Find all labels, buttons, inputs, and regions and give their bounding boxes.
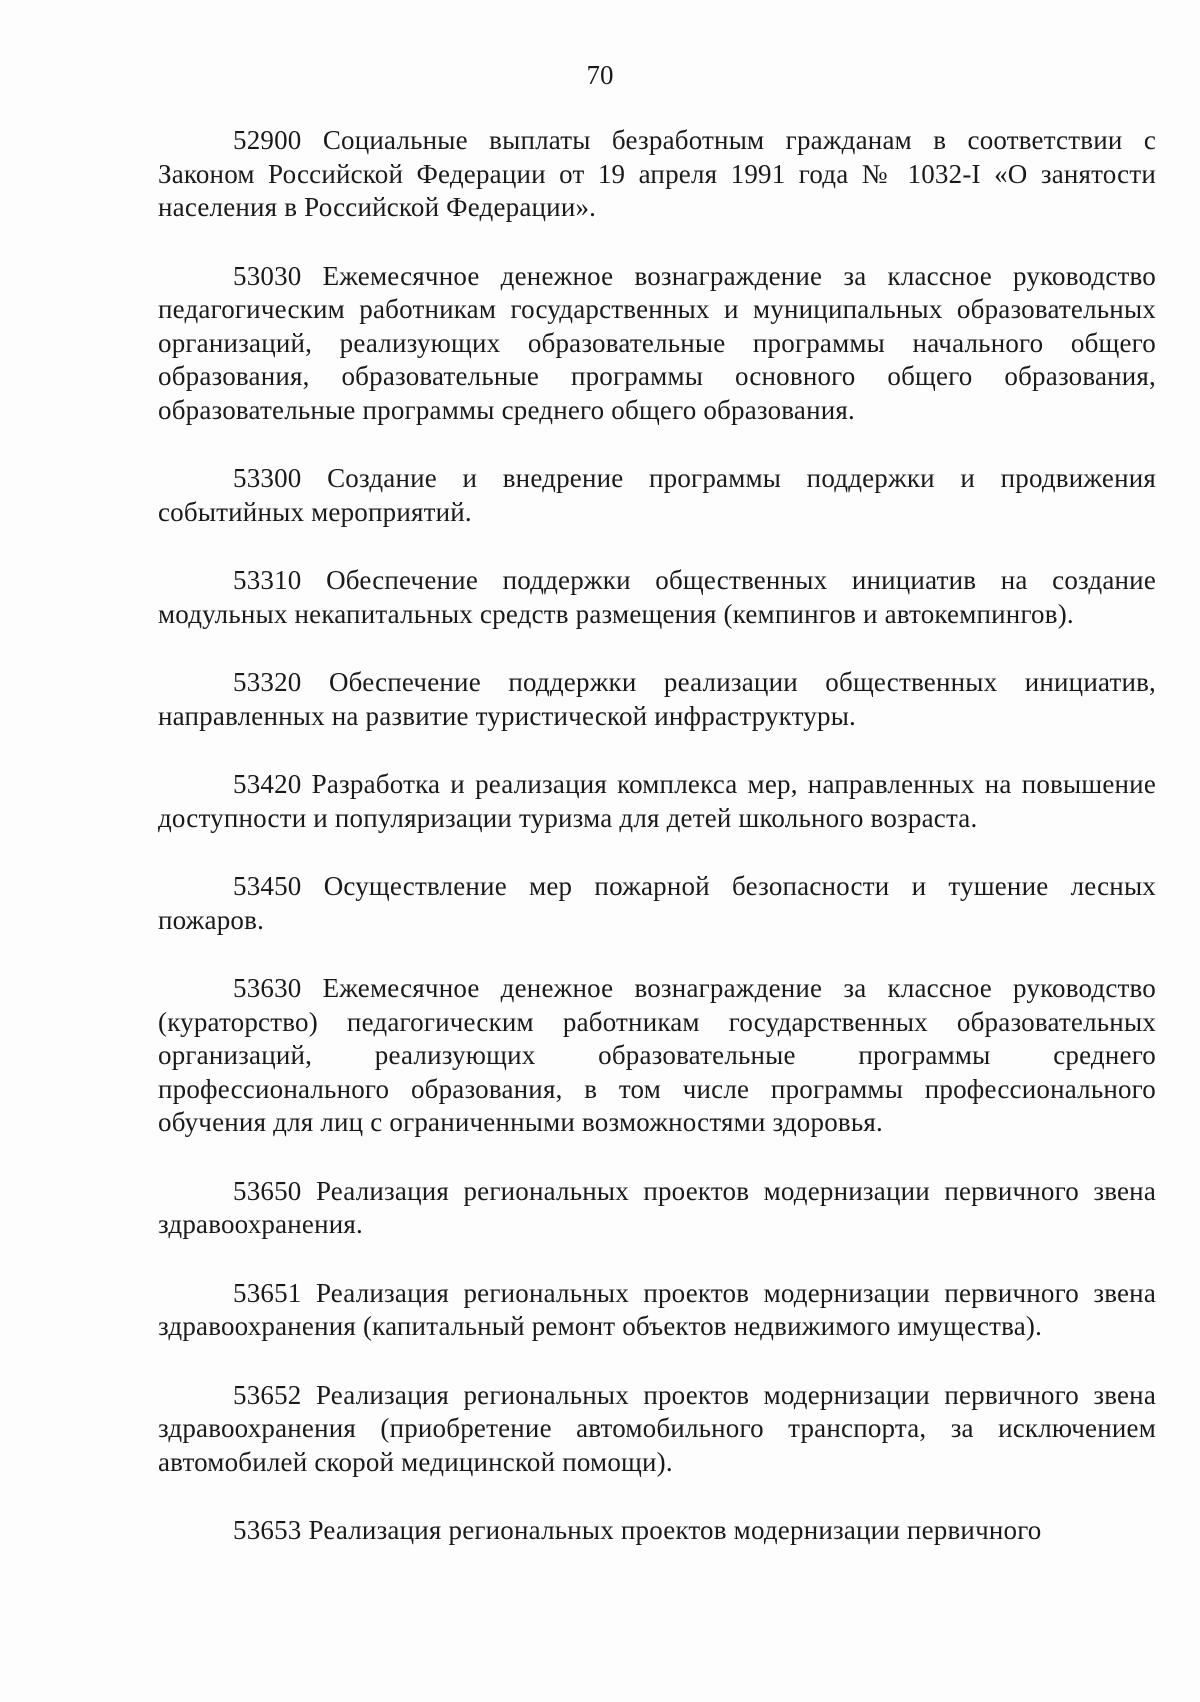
paragraph-text: Реализация региональных проектов модернизации первичного	[308, 1515, 1042, 1545]
paragraph-code: 53300	[233, 463, 302, 493]
paragraph-53310	[158, 564, 1156, 631]
paragraph-code: 53651	[233, 1277, 302, 1308]
paragraph-53630	[158, 972, 1156, 1140]
paragraph-text: Обеспечение поддержки реализации общественных инициатив, направленных на развитие туристической инфраструктуры.	[158, 667, 1157, 731]
paragraph-53652	[158, 1379, 1156, 1480]
paragraph-53650	[158, 1175, 1156, 1242]
paragraph-53651	[158, 1277, 1156, 1344]
paragraph-53300	[158, 462, 1156, 529]
paragraph-53420	[158, 768, 1156, 835]
paragraph-text: Разработка и реализация комплекса мер, направленных на повышение доступности и популяризации туризма для детей школьного возраста.	[158, 769, 1157, 833]
paragraph-text: Реализация региональных проектов модернизации первичного звена здравоохранения.	[158, 1175, 1156, 1239]
paragraph-text: Ежемесячное денежное вознаграждение за классное руководство педагогическим работникам государственных и муниципальных образовательных организаций, реализующих образовательные программы начального общего образования, образовательные программы основного общего образования, образовательные программы среднего общего образования.	[158, 260, 1156, 425]
paragraph-code: 53420	[233, 769, 302, 799]
paragraph-53320	[158, 666, 1156, 733]
paragraph-text: Реализация региональных проектов модернизации первичного звена здравоохранения (приобретение автомобильного транспорта, за исключением автомобилей скорой медицинской помощи).	[158, 1379, 1156, 1477]
paragraph-53653	[158, 1514, 1156, 1548]
page-number: 70	[586, 60, 614, 90]
paragraph-text: Осуществление мер пожарной безопасности и тушение лесных пожаров.	[158, 871, 1156, 935]
paragraph-text: Обеспечение поддержки общественных инициатив на создание модульных некапитальных средств размещения (кемпингов и автокемпингов).	[158, 565, 1156, 629]
paragraph-53030	[158, 260, 1156, 428]
paragraph-code: 53630	[233, 973, 302, 1003]
paragraph-code: 52900	[233, 125, 302, 155]
paragraph-code: 53653	[233, 1515, 302, 1545]
paragraph-text: Создание и внедрение программы поддержки и продвижения событийных мероприятий.	[158, 463, 1157, 527]
paragraph-53450	[158, 870, 1156, 937]
paragraph-text: Ежемесячное денежное вознаграждение за классное руководство (кураторство) педагогическим работникам государственных образовательных организаций, реализующих образовательные программы среднего профессионального образования, в том числе программы профессионального обучения для лиц с ограниченными возможностями здоровья.	[158, 973, 1156, 1137]
paragraph-52900	[158, 124, 1156, 225]
paragraph-code: 53320	[233, 667, 302, 697]
paragraph-code: 53650	[233, 1175, 302, 1206]
paragraph-code: 53652	[233, 1379, 302, 1410]
paragraph-code: 53310	[233, 565, 302, 595]
paragraph-code: 53450	[233, 871, 302, 901]
paragraph-code: 53030	[233, 260, 302, 291]
paragraph-text: Реализация региональных проектов модернизации первичного звена здравоохранения (капитальный ремонт объектов недвижимого имущества).	[158, 1277, 1156, 1341]
paragraph-text: Социальные выплаты безработным гражданам в соответствии с Законом Российской Федерации от 19 апреля 1991 года № 1032-I «О занятости населения в Российской Федерации».	[158, 125, 1157, 222]
document-body	[158, 124, 1156, 1583]
